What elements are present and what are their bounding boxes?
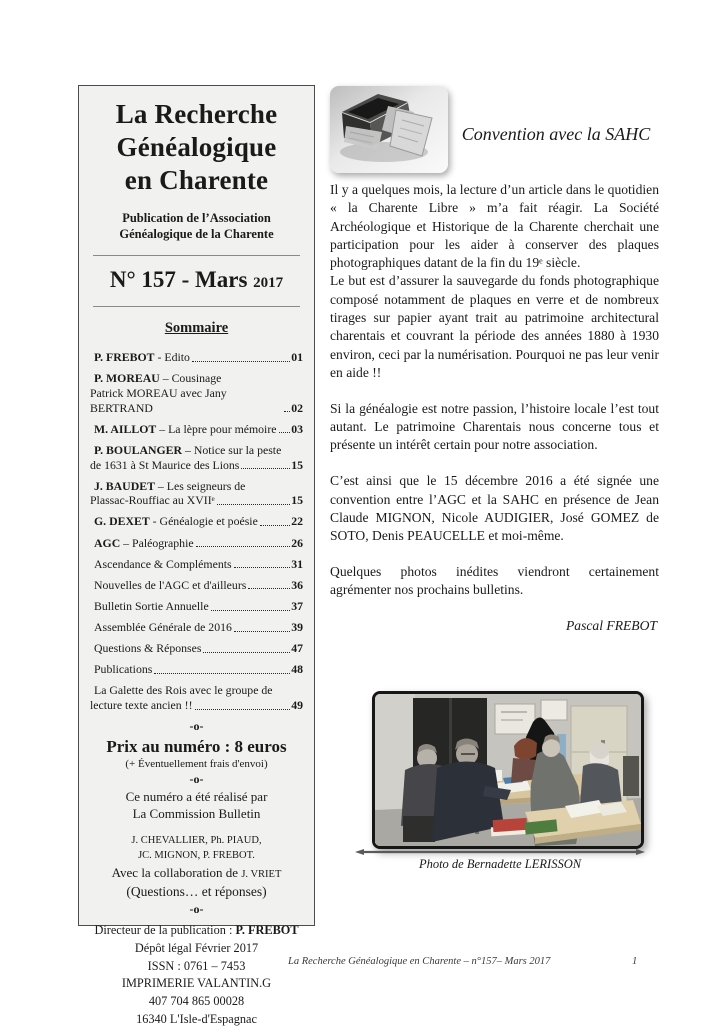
- toc-leader-dots: [211, 610, 291, 611]
- toc-entry-text: Publications: [94, 662, 153, 677]
- toc-page-number: 02: [291, 400, 303, 415]
- bulletin-title-line2: Généalogique: [116, 131, 277, 162]
- printer-name: IMPRIMERIE VALANTIN.G: [121, 976, 272, 991]
- toc-item: [90, 641, 303, 656]
- article-paragraph-3: Si la généalogie est notre passion, l’histoire locale l’est tout autant. Le patrimoine Charentais nous concerne tous et présente un intérêt certain pour notre association.: [330, 400, 659, 453]
- photographic-plates-photo: [330, 86, 448, 173]
- toc-page-number: 49: [291, 698, 303, 713]
- toc-leader-dots: [241, 468, 290, 469]
- toc-item: [90, 479, 303, 508]
- toc-entry-text: Plassac-Rouffiac au XVIIᵉ: [90, 493, 215, 508]
- divider: [93, 255, 300, 256]
- toc-page-number: 03: [291, 421, 303, 436]
- bulletin-title-line1: La Recherche: [115, 99, 278, 129]
- toc-item: [90, 514, 303, 529]
- commission-members: [90, 834, 303, 863]
- made-by-line1: Ce numéro a été réalisé par: [125, 789, 268, 805]
- toc-page-number: 15: [291, 493, 303, 508]
- photo-caption: Photo de Bernadette LERISSON: [418, 857, 582, 871]
- article-body: [330, 181, 659, 636]
- meeting-illustration: [375, 694, 641, 846]
- director-prefix: Directeur de la publication :: [94, 923, 236, 938]
- toc-item: [90, 371, 303, 415]
- separator-ornament: -o-: [189, 772, 204, 787]
- collaboration-line: [90, 865, 303, 881]
- toc-leader-dots: [234, 567, 291, 568]
- footer-page-number: 1: [632, 956, 638, 967]
- director-name: P. FREBOT: [235, 923, 299, 938]
- toc-item: [90, 620, 303, 635]
- toc-item: [90, 557, 303, 572]
- toc-page-number: 26: [291, 535, 303, 550]
- issue-year: 2017: [253, 275, 284, 292]
- toc-leader-dots: [234, 631, 290, 632]
- article-paragraph-1: Il y a quelques mois, la lecture d’un article dans le quotidien « la Charente Libre » m’a fait réagir. La Société Archéologique et Historique de la Charente cherchait une participation pour les aider à conserver des plaques photographiques datant de la fin du 19ᵉ siècle.: [330, 182, 659, 271]
- toc-entry-text: lecture texte ancien !!: [90, 698, 193, 713]
- issue-number: [90, 267, 303, 293]
- toc-entry-text: AGC – Paléographie: [94, 535, 194, 550]
- toc-item: [90, 662, 303, 677]
- article-title: Convention avec la SAHC: [461, 124, 651, 144]
- divider: [93, 306, 300, 307]
- director-line: [94, 923, 298, 937]
- toc-leader-dots: [284, 411, 290, 412]
- toc-entry-text: La Galette des Rois avec le groupe de: [94, 683, 273, 698]
- made-by-line2: La Commission Bulletin: [132, 806, 261, 822]
- toc-item: [90, 536, 303, 551]
- toc-entry-text: Patrick MOREAU avec Jany BERTRAND: [90, 386, 227, 415]
- collaboration-note: (Questions… et réponses): [126, 884, 267, 900]
- article-paragraph-2: Le but est d’assurer la sauvegarde du fonds photographique composé notamment de plaques en verre et de nombreux tirages sur papier ayant trait au patrimoine architectural charentais et couvrant la période des années 1880 à 1930 environ, ceci par la numérisation. Pourquoi ne pas leur venir en aide !!: [330, 273, 659, 380]
- toc-entry-text: P. BOULANGER – Notice sur la peste: [94, 442, 282, 457]
- toc-page-number: 15: [291, 457, 303, 472]
- commission-line1: J. CHEVALLIER, Ph. PIAUD,: [131, 834, 262, 846]
- toc-entry-text: Nouvelles de l'AGC et d'ailleurs: [94, 577, 247, 592]
- toc-item: [90, 422, 303, 437]
- toc-page-number: 39: [291, 620, 303, 635]
- article-paragraph-5: Quelques photos inédites viendront certainement agrémenter nos prochains bulletins.: [330, 564, 659, 598]
- toc-entry-text: G. DEXET - Généalogie et poésie: [94, 514, 258, 529]
- printer-city: 16340 L'Isle-d'Espagnac: [136, 1011, 257, 1026]
- toc-entry-text: Questions & Réponses: [94, 641, 202, 656]
- toc-leader-dots: [154, 673, 290, 674]
- toc-leader-dots: [203, 652, 290, 653]
- meeting-photo: [372, 691, 644, 849]
- imprint-block: [90, 922, 303, 1028]
- price-line: Prix au numéro : 8 euros: [106, 737, 287, 757]
- separator-ornament: -o-: [189, 719, 204, 734]
- toc-leader-dots: [192, 361, 290, 362]
- article-paragraph-4: C’est ainsi que le 15 décembre 2016 a été signée une convention entre l’AGC et la SAHC en présence de Jean Claude MIGNON, Nicole AUDIGIER, José GOMEZ de SOTO, Denis PEAUCELLE et moi-même.: [330, 473, 659, 544]
- toc-leader-dots: [279, 432, 291, 433]
- plates-box-illustration: [330, 86, 448, 173]
- toc-leader-dots: [196, 546, 291, 547]
- separator-ornament: -o-: [189, 902, 204, 917]
- toc-heading: Sommaire: [164, 320, 229, 337]
- toc-entry-text: Assemblée Générale de 2016: [94, 620, 232, 635]
- toc-entry-text: P. FREBOT - Edito: [94, 350, 190, 365]
- commission-line2: JC. MIGNON, P. FREBOT.: [138, 849, 255, 861]
- toc-list: [90, 350, 303, 712]
- toc-item: [90, 599, 303, 614]
- publisher-subtitle-line1: Publication de l’Association: [122, 210, 271, 225]
- publisher-subtitle-line2: Généalogique de la Charente: [119, 227, 274, 242]
- toc-page-number: 01: [291, 350, 303, 365]
- collaboration-prefix: Avec la collaboration de: [111, 865, 242, 881]
- toc-entry-text: Bulletin Sortie Annuelle: [94, 598, 209, 613]
- toc-entry-text: de 1631 à St Maurice des Lions: [90, 457, 240, 472]
- toc-page-number: 37: [291, 598, 303, 613]
- toc-leader-dots: [195, 709, 291, 710]
- legal-deposit: Dépôt légal Février 2017: [134, 941, 259, 956]
- toc-leader-dots: [260, 525, 290, 526]
- toc-entry-text: J. BAUDET – Les seigneurs de: [94, 478, 246, 493]
- toc-item: [90, 443, 303, 472]
- printer-number: 407 704 865 00028: [148, 994, 245, 1009]
- price-note: (+ Éventuellement frais d'envoi): [125, 758, 268, 771]
- toc-item: [90, 578, 303, 593]
- bulletin-title-line3: en Charente: [124, 164, 269, 195]
- issue-main: N° 157 - Mars: [109, 267, 248, 293]
- publisher-subtitle: [90, 210, 303, 243]
- toc-leader-dots: [217, 504, 291, 505]
- toc-item: [90, 683, 303, 712]
- made-by: [90, 789, 303, 823]
- toc-item: [90, 350, 303, 365]
- toc-page-number: 22: [291, 514, 303, 529]
- toc-entry-text: P. MOREAU – Cousinage: [94, 371, 222, 386]
- author-signature: Pascal FREBOT: [566, 618, 657, 634]
- footer-running-title: La Recherche Généalogique en Charente – n°157– Mars 2017: [288, 956, 551, 967]
- toc-page-number: 47: [291, 641, 303, 656]
- toc-page-number: 48: [291, 662, 303, 677]
- toc-leader-dots: [248, 588, 290, 589]
- toc-entry-text: M. AILLOT – La lèpre pour mémoire: [94, 421, 277, 436]
- toc-entry-text: Ascendance & Compléments: [94, 556, 232, 571]
- toc-page-number: 36: [291, 577, 303, 592]
- masthead-sidebar: [78, 85, 315, 1026]
- toc-page-number: 31: [291, 556, 303, 571]
- bulletin-title: [90, 98, 303, 197]
- issn: ISSN : 0761 – 7453: [147, 958, 246, 973]
- collaboration-name: J. VRIET: [241, 869, 282, 881]
